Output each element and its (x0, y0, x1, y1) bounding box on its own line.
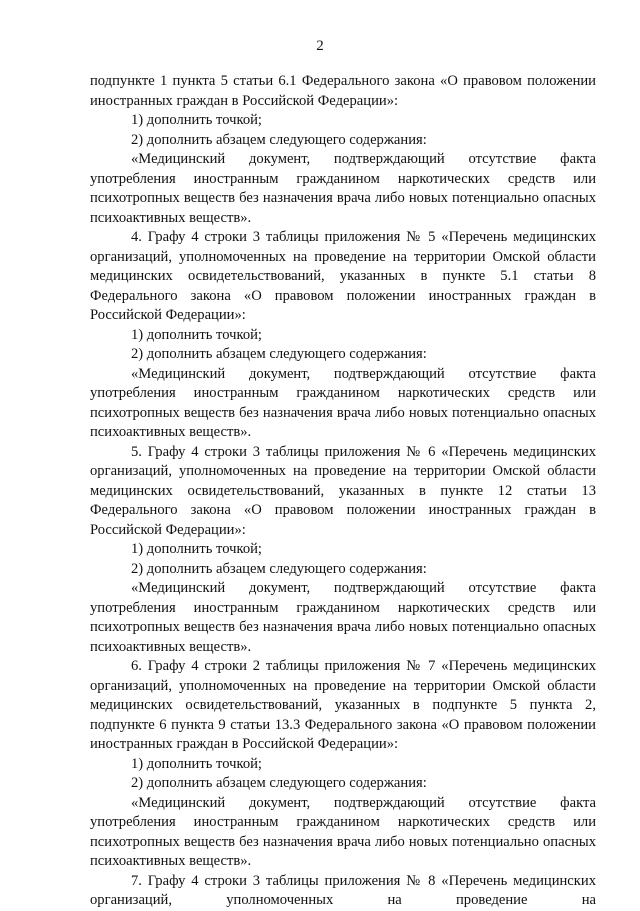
paragraph: 1) дополнить точкой; (131, 112, 262, 128)
page-number: 2 (316, 38, 324, 54)
paragraph: «Медицинский документ, подтверждающий отсутствие факта употребления иностранным гражданином наркотических средств или психотропных веществ без назначения врача либо новых потенциально опасных психоактивных веществ». (90, 365, 596, 440)
paragraph: 7. Графу 4 строки 3 таблицы приложения № 8 «Перечень медицинских организаций, уполномоченных на проведение на (90, 872, 596, 908)
paragraph: подпункте 1 пункта 5 статьи 6.1 Федерального закона «О правовом положении иностранных граждан в Российской Федерации»: (90, 73, 596, 109)
paragraph: 2) дополнить абзацем следующего содержания: (131, 775, 427, 791)
paragraph: 1) дополнить точкой; (131, 326, 262, 343)
paragraph: «Медицинский документ, подтверждающий отсутствие факта употребления иностранным гражданином наркотических средств или психотропных веществ без назначения врача либо новых потенциально опасных психоактивных веществ». (90, 151, 596, 226)
paragraph: 2) дополнить абзацем следующего содержания: (131, 131, 427, 148)
paragraph: 1) дополнить точкой; (131, 541, 262, 557)
paragraph: 6. Графу 4 строки 2 таблицы приложения № 7 «Перечень медицинских организаций, уполномоченных на проведение на территории Омской области медицинских освидетельствований, указанных в подпункте 5 пункта 2, подпункте 6 пункта 9 статьи 13.3 Федерального закона «О правовом положении иностранных граждан в Российской Федерации»: (90, 658, 596, 752)
paragraph: 2) дополнить абзацем следующего содержания: (131, 346, 427, 362)
paragraph: 2) дополнить абзацем следующего содержания: (131, 560, 427, 577)
paragraph: «Медицинский документ, подтверждающий отсутствие факта употребления иностранным гражданином наркотических средств или психотропных веществ без назначения врача либо новых потенциально опасных психоактивных веществ». (90, 580, 596, 655)
paragraph: 5. Графу 4 строки 3 таблицы приложения № 6 «Перечень медицинских организаций, уполномоченных на проведение на территории Омской области медицинских освидетельствований, указанных в пункте 12 статьи 13 Федерального закона «О правовом положении иностранных граждан в Российской Федерации»: (90, 443, 596, 538)
paragraph: 1) дополнить точкой; (131, 755, 262, 772)
paragraph: «Медицинский документ, подтверждающий отсутствие факта употребления иностранным гражданином наркотических средств или психотропных веществ без назначения врача либо новых потенциально опасных психоактивных веществ». (90, 794, 596, 869)
document-body (90, 72, 596, 911)
paragraph: 4. Графу 4 строки 3 таблицы приложения № 5 «Перечень медицинских организаций, уполномоченных на проведение на территории Омской области медицинских освидетельствований, указанных в пункте 5.1 статьи 8 Федерального закона «О правовом положении иностранных граждан в Российской Федерации»: (90, 229, 596, 323)
